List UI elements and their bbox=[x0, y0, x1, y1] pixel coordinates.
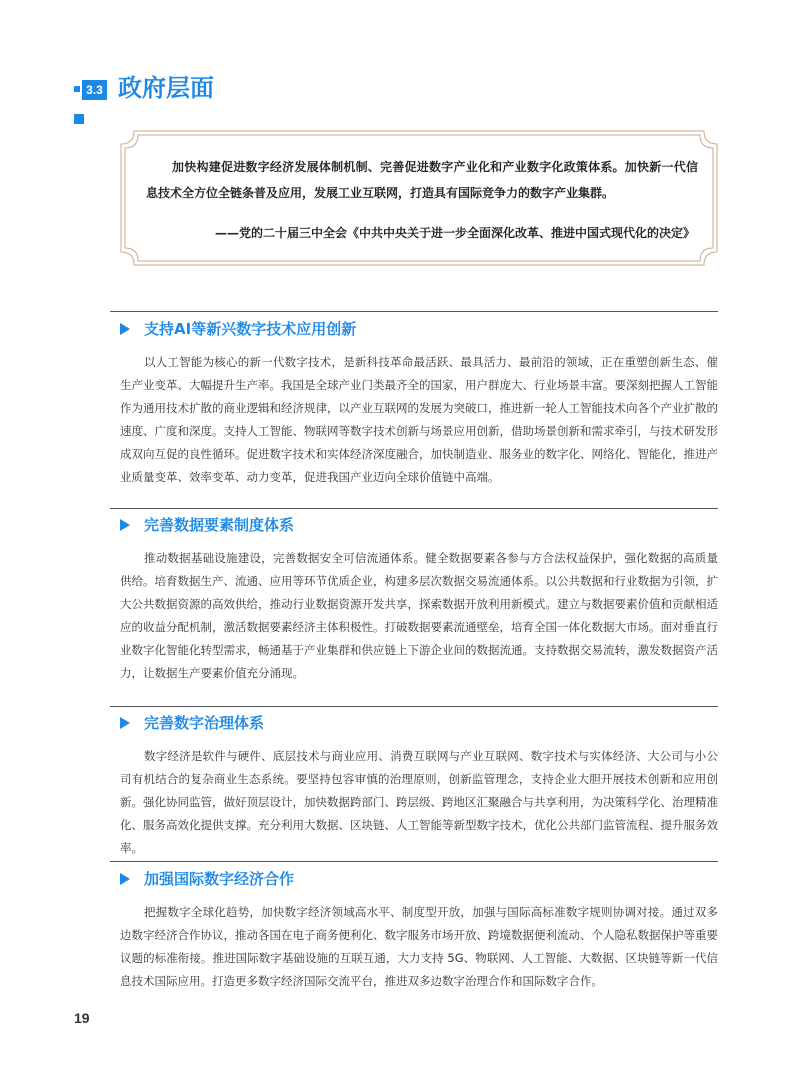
section-heading bbox=[120, 868, 294, 890]
section-body: 推动数据基础设施建设，完善数据安全可信流通体系。健全数据要素各参与方合法权益保护，强化数据的高质量供给。培育数据生产、流通、应用等环节优质企业，构建多层次数据交易流通体系。以公共数据和行业数据为引领，扩大公共数据资源的高效供给，推动行业数据资源开发共享，探索数据开放利用新模式。建立与数据要素价值和贡献相适应的收益分配机制，激活数据要素经济主体积极性。打破数据要素流通壁垒，培育全国一体化数据大市场。面对垂直行业数字化智能化转型需求，畅通基于产业集群和供应链上下游企业间的数据流通。支持数据交易流转，激发数据资产活力，让数据生产要素价值充分涌现。 bbox=[120, 551, 718, 680]
section-title: 加强国际数字经济合作 bbox=[144, 870, 295, 888]
section-divider bbox=[110, 311, 718, 312]
section-heading bbox=[120, 514, 294, 536]
triangle-bullet-icon bbox=[120, 717, 130, 729]
section-heading bbox=[120, 318, 356, 340]
section-divider bbox=[110, 706, 718, 707]
quote-source: ——党的二十届三中全会《中共中央关于进一步全面深化改革、推进中国式现代化的决定》 bbox=[214, 226, 695, 240]
triangle-bullet-icon bbox=[120, 873, 130, 885]
triangle-bullet-icon bbox=[120, 519, 130, 531]
decor-square bbox=[74, 114, 84, 124]
decor-square-small bbox=[74, 86, 80, 92]
page-number: 19 bbox=[74, 1010, 90, 1026]
quote-text: 加快构建促进数字经济发展体制机制、完善促进数字产业化和产业数字化政策体系。加快新一代信息技术全方位全链条普及应用，发展工业互联网，打造具有国际竞争力的数字产业集群。 bbox=[146, 160, 698, 200]
section-title: 完善数据要素制度体系 bbox=[144, 516, 295, 534]
section-body: 以人工智能为核心的新一代数字技术，是新科技革命最活跃、最具活力、最前沿的领域，正在重塑创新生态、催生产业变革、大幅提升生产率。我国是全球产业门类最齐全的国家，用户群庞大、行业场景丰富。要深刻把握人工智能作为通用技术扩散的商业逻辑和经济规律，以产业互联网的发展为突破口，推进新一轮人工智能技术向各个产业扩散的速度、广度和深度。支持人工智能、物联网等数字技术创新与场景应用创新，借助场景创新和需求牵引，与技术研发形成双向互促的良性循环。促进数字技术和实体经济深度融合，加快制造业、服务业的数字化、网络化、智能化，推进产业质量变革、效率变革、动力变革，促进我国产业迈向全球价值链中高端。 bbox=[120, 355, 718, 484]
section-divider bbox=[110, 861, 718, 862]
triangle-bullet-icon bbox=[120, 323, 130, 335]
section-title: 完善数字治理体系 bbox=[144, 714, 265, 732]
section-body: 数字经济是软件与硬件、底层技术与商业应用、消费互联网与产业互联网、数字技术与实体经济、大公司与小公司有机结合的复杂商业生态系统。要坚持包容审慎的治理原则，创新监管理念，支持企业大胆开展技术创新和应用创新。强化协同监管，做好顶层设计，加快数据跨部门、跨层级、跨地区汇聚融合与共享利用，为决策科学化、治理精准化、服务高效化提供支撑。充分利用大数据、区块链、人工智能等新型数字技术，优化公共部门监管流程、提升服务效率。 bbox=[120, 749, 718, 855]
section-number-badge: 3.3 bbox=[82, 80, 107, 100]
page-title: 政府层面 bbox=[118, 74, 214, 102]
section-divider bbox=[110, 508, 718, 509]
section-body: 把握数字全球化趋势，加快数字经济领域高水平、制度型开放，加强与国际高标准数字规则协调对接。通过双多边数字经济合作协议，推动各国在电子商务便利化、数字服务市场开放、跨境数据便利流动、个人隐私数据保护等重要议题的标准衔接。推进国际数字基础设施的互联互通，大力支持 5G、物联网、人工智能、大数据、区块链等新一代信息技术国际应用。打造更多数字经济国际交流平台，推进双多边数字治理合作和国际数字合作。 bbox=[120, 905, 718, 988]
section-title: 支持AI等新兴数字技术应用创新 bbox=[144, 320, 357, 338]
section-heading bbox=[120, 712, 264, 734]
